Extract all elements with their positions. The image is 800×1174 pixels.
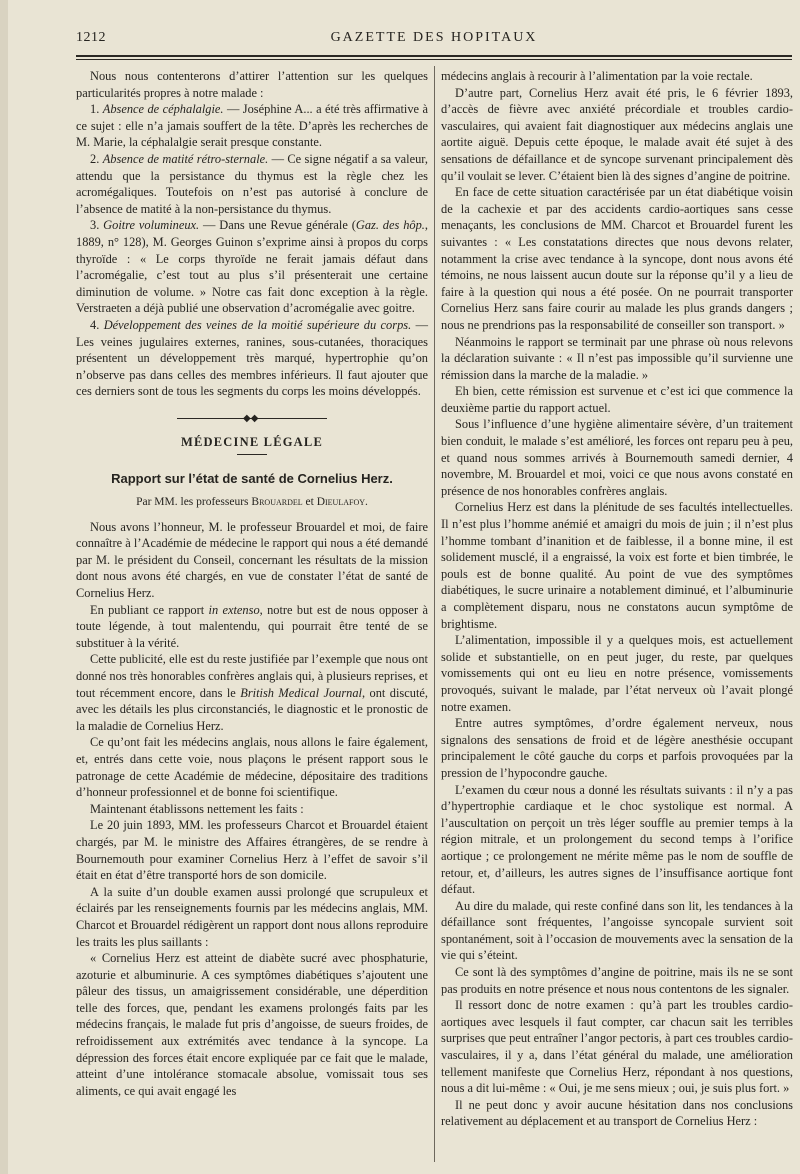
item-2-title: Absence de matité rétro-sternale. (102, 151, 269, 166)
article-paragraph: L’alimentation, impossible il y a quelques mois, est actuellement solide et substantielle, on en peut juger, du reste, par quelques vomissements qui ont eu lieu en notre présence, vomissements provoqués, suivant le malade, par l’état nerveux où l’avait plongé notre examen. (441, 633, 793, 714)
article-paragraph: Cornelius Herz est dans la plénitude de ses facultés intellectuelles. Il n’est plus l’homme anémié et amaigri du mois de juin ; il n’est plus l’homme tombant d’inanition et de faiblesse, il a bonne mine, il est solidement musclé, il a engraissé, la voix est forte et bien timbrée, le pouls est de bonne qualité. Au point de vue des symptômes diabétiques, le sucre urinaire a notablement diminué, et l’albuminurie a complètement disparu, nous ne constatons aucun symptôme de brightisme. (441, 500, 793, 631)
article-paragraph: Sous l’influence d’une hygiène alimentaire sévère, d’un traitement bien conduit, le malade s’est amélioré, les forces ont reparu peu à peu, et quand nous sommes arrivés à Bournemouth samedi dernier, 4 novembre, M. Brouardel et moi, voici ce que nous avons constaté en présence de nos honorables confrères anglais. (441, 417, 793, 498)
item-3-reference: Gaz. des hôp. (355, 218, 425, 233)
right-column (441, 68, 793, 1130)
header-rule-thick (76, 55, 792, 57)
article-paragraph: Maintenant établissons nettement les faits : (90, 801, 304, 816)
article-paragraph: médecins anglais à recourir à l’alimentation par la voie rectale. (441, 69, 753, 83)
intro-paragraph: Nous nous contenterons d’attirer l’attention sur les quelques particularités propres à notre malade : (76, 69, 428, 100)
article-paragraph: « Cornelius Herz est atteint de diabète sucré avec phosphaturie, azoturie et albuminurie. A ces symptômes diabétiques s’ajoutent une pâleur des tissus, un amaigrissement considérable, une déperdition telle des forces, que, pendant les examens prolongés faits par les médecins français, le malade fut pris d’angoisse, de sueurs froides, de refroidissement aux extrémités avec tendance à la syncope. La dépression des forces était encore expliquée par ce fait que le malade, atteint d’une intolérance stomacale absolue, vomissait tous ses aliments, ce qui avait engagé les (76, 951, 428, 1098)
item-3: 3. Goitre volumineux. — Dans une Revue générale (Gaz. des hôp., 1889, n° 128), M. Georges Guinon s’exprime ainsi à propos du corps thyroïde : « Le corps thyroïde ne ferait jamais défaut dans l’acromégalie, c’est tout au plus s’il présenterait une certaine diminution de volume. » Notre cas fait donc exception à la règle. Verstraeten a déjà publié une observation d’acromégalie avec goitre. (76, 218, 428, 316)
item-1: 1. Absence de céphalalgie. — Joséphine A... a été très affirmative à ce sujet : elle n’a jamais souffert de la tête. D’après les recherches de M. Marie, la céphalalgie serait presque constante. (76, 102, 428, 150)
article-paragraph: A la suite d’un double examen aussi prolongé que scrupuleux et éclairés par les renseignements fournis par les médecins anglais, MM. Charcot et Brouardel rédigèrent un rapport dont nous allons reproduire les traits les plus saillants : (76, 884, 428, 949)
article-byline: Par MM. les professeurs Brouardel et Dieulafoy. (136, 496, 368, 509)
article-paragraph: L’examen du cœur nous a donné les résultats suivants : il n’y a pas d’hypertrophie cardiaque et le choc systolique est normal. A l’auscultation on perçoit un très léger souffle au premier temps à la région mitrale, et un prolongement du second temps à l’orifice aortique ; ce prolongement ne mérite même pas le nom de souffle de retour, et, d’ailleurs, les autres signes de l’insuffisance aortique font défaut. (441, 782, 793, 897)
page-edge (0, 0, 8, 1174)
article-paragraph: Il ne peut donc y avoir aucune hésitation dans nos conclusions relativement au déplacement et au transport de Cornelius Herz : (441, 1097, 793, 1129)
article-paragraph: Cette publicité, elle est du reste justifiée par l’exemple que nous ont donné nos très honorables confrères anglais qui, à plusieurs reprises, et tout récemment encore, dans le British Medical Journal, ont discuté, avec les détails les plus circonstanciés, le diagnostic et le pronostic de la maladie de Cornelius Herz. (76, 652, 428, 733)
ornament-icon: ◆◆ (243, 412, 259, 424)
article-paragraph: Au dire du malade, qui reste confiné dans son lit, les tendances à la défaillance sont fréquentes, l’angoisse syncopale survient soit spontanément, soit à l’occasion de mouvements avec la sensation de la vie qui s’éteint. (441, 898, 793, 963)
article-paragraph: Ce sont là des symptômes d’angine de poitrine, mais ils ne se sont pas produits en notre présence et nous nous contentons de les signaler. (441, 965, 793, 996)
column-divider (434, 66, 435, 1162)
article-paragraph: Il ressort donc de notre examen : qu’à part les troubles cardio-aortiques avec lesquels il faut compter, car chacun sait les terribles surprises que peut entraîner l’angor pectoris, à part ces troubles cardio-vasculaires, il y a, dans l’état général du malade, une amélioration tellement manifeste que Cornelius Herz, répondant à nos questions, nous a dit lui-même : « Oui, je me sens mieux ; oui, je suis plus fort. » (441, 998, 793, 1096)
running-title: GAZETTE DES HOPITAUX (330, 30, 538, 45)
article-paragraph: Eh bien, cette rémission est survenue et c’est ici que commence la deuxième partie du rapport actuel. (441, 384, 793, 415)
section-title-rule (237, 454, 267, 455)
page-header (76, 30, 792, 50)
article-paragraph: Ce qu’ont fait les médecins anglais, nous allons le faire également, et, entrés dans cette voie, nous plaçons le présent rapport sous le patronage de cette Académie de médecine, dépositaire des traditions d’honneur professionnel et de bonne foi scientifique. (76, 735, 428, 800)
item-4-title: Développement des veines de la moitié supérieure du corps. (103, 317, 412, 332)
article-paragraph: En publiant ce rapport in extenso, notre but est de nous opposer à toute légende, à tout malentendu, qui pourrait être tenté de se substituer à la vérité. (76, 602, 429, 650)
article-paragraph: Entre autres symptômes, d’ordre également nerveux, nous signalons des sensations de froid et de légère anesthésie occupant principalement le côté gauche du corps et parfois provoquées par la pression de l’hypocondre gauche. (441, 716, 793, 780)
header-rule-thin (76, 59, 792, 60)
author-dieulafoy: Dieulafoy (316, 496, 366, 509)
section-separator (177, 414, 327, 424)
section-title: MÉDECINE LÉGALE (181, 434, 323, 449)
item-4: 4. Développement des veines de la moitié supérieure du corps. — Les veines jugulaires externes, ranines, sous-cutanées, thoraciques présentent un développement très marqué, hypertrophie qu’on n’observe pas dans celles des membres inférieurs. Il faut ajouter que ces derniers sont de tous les segments du corps les moins développés. (76, 317, 428, 399)
item-1-title: Absence de céphalalgie. (102, 102, 224, 117)
article-paragraph: Le 20 juin 1893, MM. les professeurs Charcot et Brouardel étaient chargés, par M. le ministre des Affaires étrangères, de se rendre à Bournemouth pour examiner Cornelius Herz à l’effet de savoir s’il était en état d’être transporté hors de son domicile. (76, 818, 428, 883)
article-paragraph: D’autre part, Cornelius Herz avait été pris, le 6 février 1893, d’accès de fièvre avec anxiété précordiale et troubles cardio-vasculaires, qui avaient fait diagnostiquer aux médecins anglais une aortite aiguë. Depuis cette époque, le malade avait été sujet à des sensations de défaillance et de syncope survenant principalement dès qu’il voulait se lever. C’étaient bien là des signes d’angine de poitrine. (441, 85, 793, 183)
item-3-title: Goitre volumineux. (103, 218, 200, 233)
article-paragraph: Nous avons l’honneur, M. le professeur Brouardel et moi, de faire connaître à l’Académie de médecine le rapport qui nous a été demandé par M. le président du Conseil, concernant les résultats de la mission dont nous avons été chargés, en vue de constater l’état de santé de Cornelius Herz. (76, 519, 428, 601)
article-paragraph: En face de cette situation caractérisée par un état diabétique voisin de la cachexie et par des accidents cardio-aortiques sans cesse menaçants, les conclusions de MM. Charcot et Brouardel furent les suivantes : « Les constatations directes que nous devons relater, notamment la crise avec tendance à la syncope, dont nous avons été témoins, ne nous laissent aucun doute sur la réponse qu’il y a lieu de faire à la question qui nous a été posée. On ne pourrait transporter Cornelius Herz sans faire courir au malade les plus grands dangers ; nous ne prendrions pas la responsabilité de conseiller son transport. » (441, 185, 793, 332)
article-paragraph: Néanmoins le rapport se terminait par une phrase où nous relevons la déclaration suivante : « Il n’est pas impossible qu’il survienne une rémission dans la marche de la maladie. » (441, 334, 793, 382)
article-title: Rapport sur l’état de santé de Cornelius Herz. (111, 471, 393, 487)
left-column (76, 68, 428, 1099)
page-number: 1212 (76, 30, 106, 45)
item-2: 2. Absence de matité rétro-sternale. — Ce signe négatif a sa valeur, attendu que la persistance du thymus est la règle chez les acromégaliques. Toutefois on n’est pas autorisé à conclure de l’absence de matité à la non-persistance du thymus. (76, 151, 429, 216)
author-brouardel: Brouardel (251, 496, 303, 509)
